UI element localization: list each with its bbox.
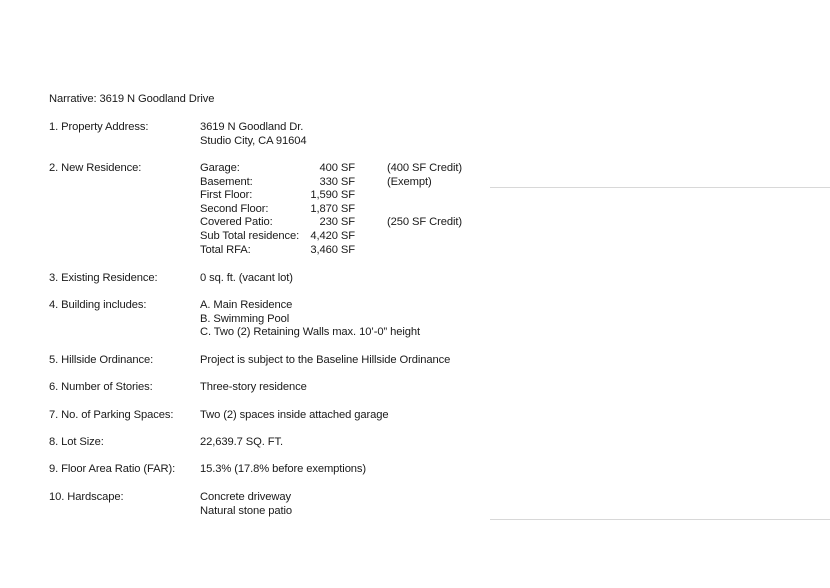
area-row-name: First Floor: — [200, 189, 253, 201]
area-row-name: Second Floor: — [200, 203, 269, 215]
area-row-note: (Exempt) — [387, 176, 432, 188]
item-label-property-address: 1. Property Address: — [49, 121, 149, 133]
item-label-floor-area-ratio: 9. Floor Area Ratio (FAR): — [49, 463, 176, 475]
item-label-lot-size: 8. Lot Size: — [49, 436, 104, 448]
hardscape-line: Natural stone patio — [200, 505, 293, 517]
hillside-ordinance-value: Project is subject to the Baseline Hillside Ordinance — [200, 354, 451, 366]
building-includes-line: B. Swimming Pool — [200, 313, 290, 325]
area-row-name: Total RFA: — [200, 244, 251, 256]
item-label-parking-spaces: 7. No. of Parking Spaces: — [49, 409, 174, 421]
area-row-name: Sub Total residence: — [200, 230, 300, 242]
building-includes-line: A. Main Residence — [200, 299, 293, 311]
area-row-note: (400 SF Credit) — [387, 162, 462, 174]
number-of-stories-value: Three-story residence — [200, 381, 307, 393]
building-includes-line: C. Two (2) Retaining Walls max. 10’-0” height — [200, 326, 420, 338]
area-row-value: 1,870 SF — [310, 203, 355, 215]
scan-line-upper — [490, 187, 830, 188]
area-row-name: Covered Patio: — [200, 216, 273, 228]
area-row-value: 4,420 SF — [310, 230, 355, 242]
item-label-building-includes: 4. Building includes: — [49, 299, 147, 311]
area-row-note: (250 SF Credit) — [387, 216, 462, 228]
item-label-number-of-stories: 6. Number of Stories: — [49, 381, 153, 393]
area-row-name: Basement: — [200, 176, 253, 188]
existing-residence-value: 0 sq. ft. (vacant lot) — [200, 272, 293, 284]
area-row-name: Garage: — [200, 162, 240, 174]
scan-line-lower — [490, 519, 830, 520]
property-address-line-1: 3619 N Goodland Dr. — [200, 121, 304, 133]
area-row-value: 230 SF — [319, 216, 355, 228]
property-address-line-2: Studio City, CA 91604 — [200, 135, 307, 147]
area-row-value: 400 SF — [319, 162, 355, 174]
lot-size-value: 22,639.7 SQ. FT. — [200, 436, 283, 448]
document-title: Narrative: 3619 N Goodland Drive — [49, 93, 215, 105]
floor-area-ratio-value: 15.3% (17.8% before exemptions) — [200, 463, 367, 475]
item-label-hillside-ordinance: 5. Hillside Ordinance: — [49, 354, 154, 366]
parking-spaces-value: Two (2) spaces inside attached garage — [200, 409, 389, 421]
area-row-value: 330 SF — [319, 176, 355, 188]
area-row-value: 3,460 SF — [310, 244, 355, 256]
item-label-existing-residence: 3. Existing Residence: — [49, 272, 158, 284]
item-label-hardscape: 10. Hardscape: — [49, 491, 124, 503]
area-row-value: 1,590 SF — [310, 189, 355, 201]
hardscape-line: Concrete driveway — [200, 491, 291, 503]
item-label-new-residence: 2. New Residence: — [49, 162, 142, 174]
